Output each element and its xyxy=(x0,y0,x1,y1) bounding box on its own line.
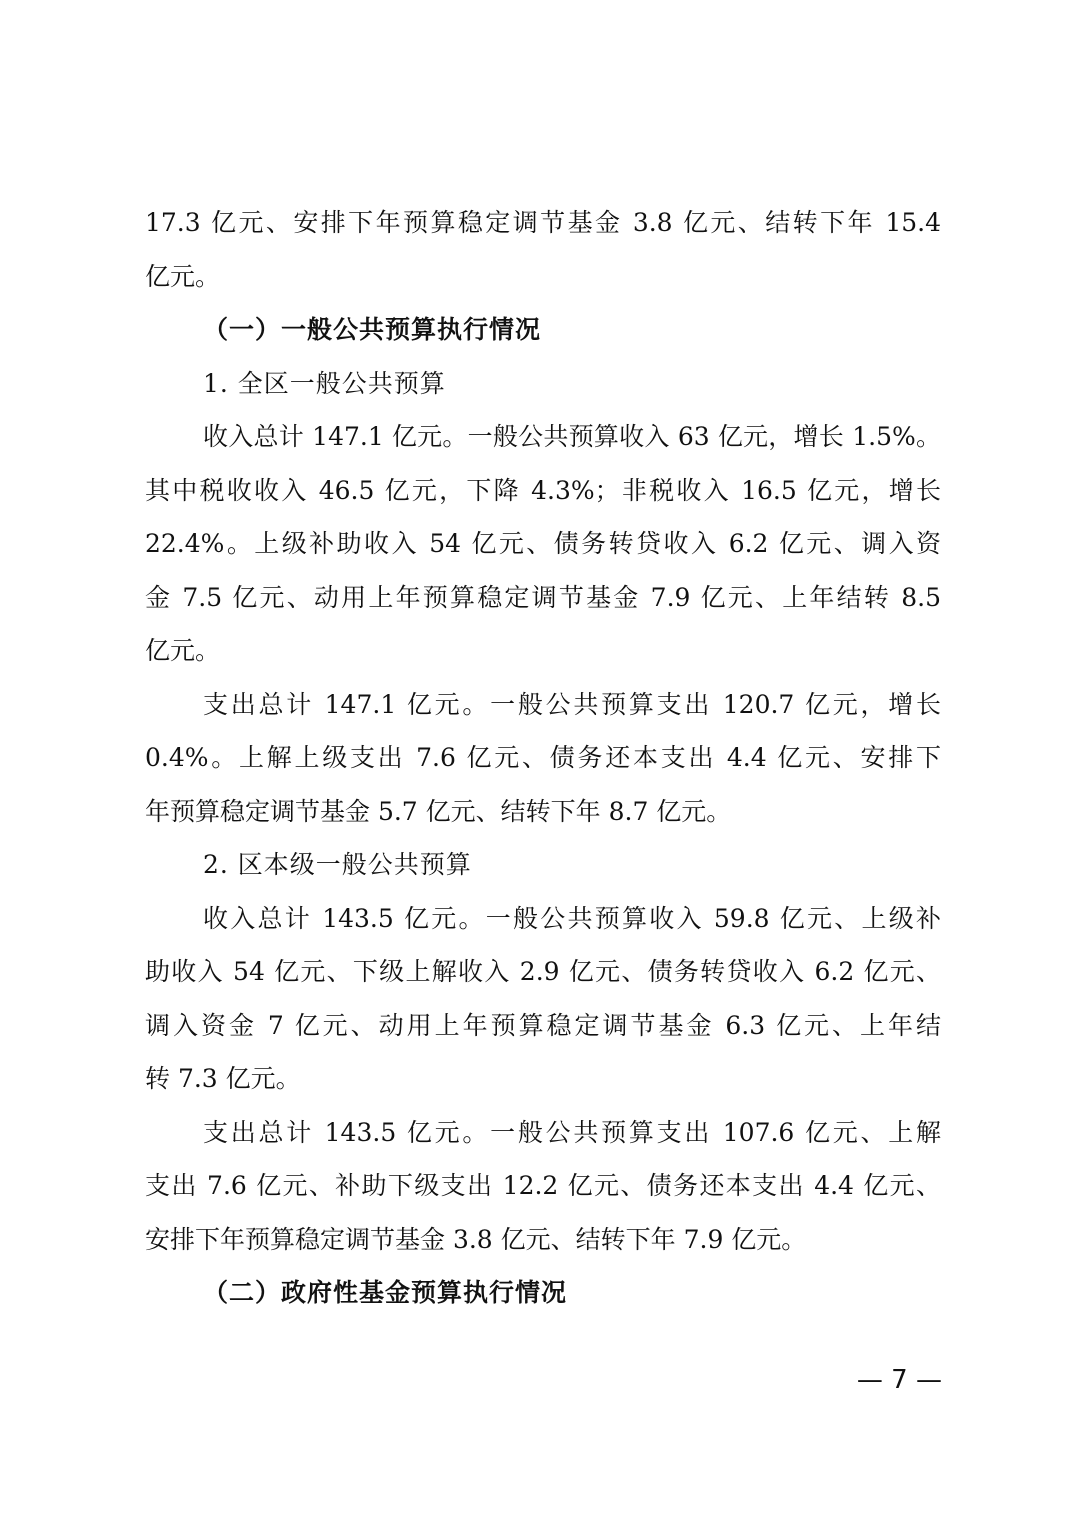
text-line: 转 7.3 亿元。 xyxy=(145,1064,301,1093)
text-line: 支出总计 147.1 亿元。一般公共预算支出 120.7 亿元，增长 xyxy=(203,689,941,719)
text-line: 0.4%。上解上级支出 7.6 亿元、债务还本支出 4.4 亿元、安排下 xyxy=(145,743,941,772)
document-body xyxy=(145,196,941,1320)
text-line: 年预算稳定调节基金 5.7 亿元、结转下年 8.7 亿元。 xyxy=(145,796,732,826)
page-number: — 7 — xyxy=(856,1365,942,1395)
text-line: 22.4%。上级补助收入 54 亿元、债务转贷收入 6.2 亿元、调入资 xyxy=(145,529,941,558)
text-line: 17.3 亿元、安排下年预算稳定调节基金 3.8 亿元、结转下年 15.4 xyxy=(145,208,941,237)
text-line: 其中税收收入 46.5 亿元，下降 4.3%；非税收入 16.5 亿元，增长 xyxy=(145,475,941,505)
text-line: 安排下年预算稳定调节基金 3.8 亿元、结转下年 7.9 亿元。 xyxy=(145,1224,807,1254)
text-line: 收入总计 143.5 亿元。一般公共预算收入 59.8 亿元、上级补 xyxy=(203,903,941,933)
subsection-heading: 2. 区本级一般公共预算 xyxy=(203,850,472,879)
text-line: 亿元。 xyxy=(145,261,221,291)
text-line: 收入总计 147.1 亿元。一般公共预算收入 63 亿元，增长 1.5%。 xyxy=(203,422,941,451)
subsection-heading: 1. 全区一般公共预算 xyxy=(203,368,446,398)
section-heading: （一）一般公共预算执行情况 xyxy=(203,315,542,344)
text-line: 助收入 54 亿元、下级上解收入 2.9 亿元、债务转贷收入 6.2 亿元、 xyxy=(145,957,941,986)
text-line: 金 7.5 亿元、动用上年预算稳定调节基金 7.9 亿元、上年结转 8.5 xyxy=(145,582,941,612)
text-line: 支出 7.6 亿元、补助下级支出 12.2 亿元、债务还本支出 4.4 亿元、 xyxy=(145,1171,941,1200)
text-line: 支出总计 143.5 亿元。一般公共预算支出 107.6 亿元、上解 xyxy=(203,1117,941,1147)
text-line: 调入资金 7 亿元、动用上年预算稳定调节基金 6.3 亿元、上年结 xyxy=(145,1010,941,1040)
text-line: 亿元。 xyxy=(145,636,221,665)
section-heading: （二）政府性基金预算执行情况 xyxy=(203,1278,568,1307)
